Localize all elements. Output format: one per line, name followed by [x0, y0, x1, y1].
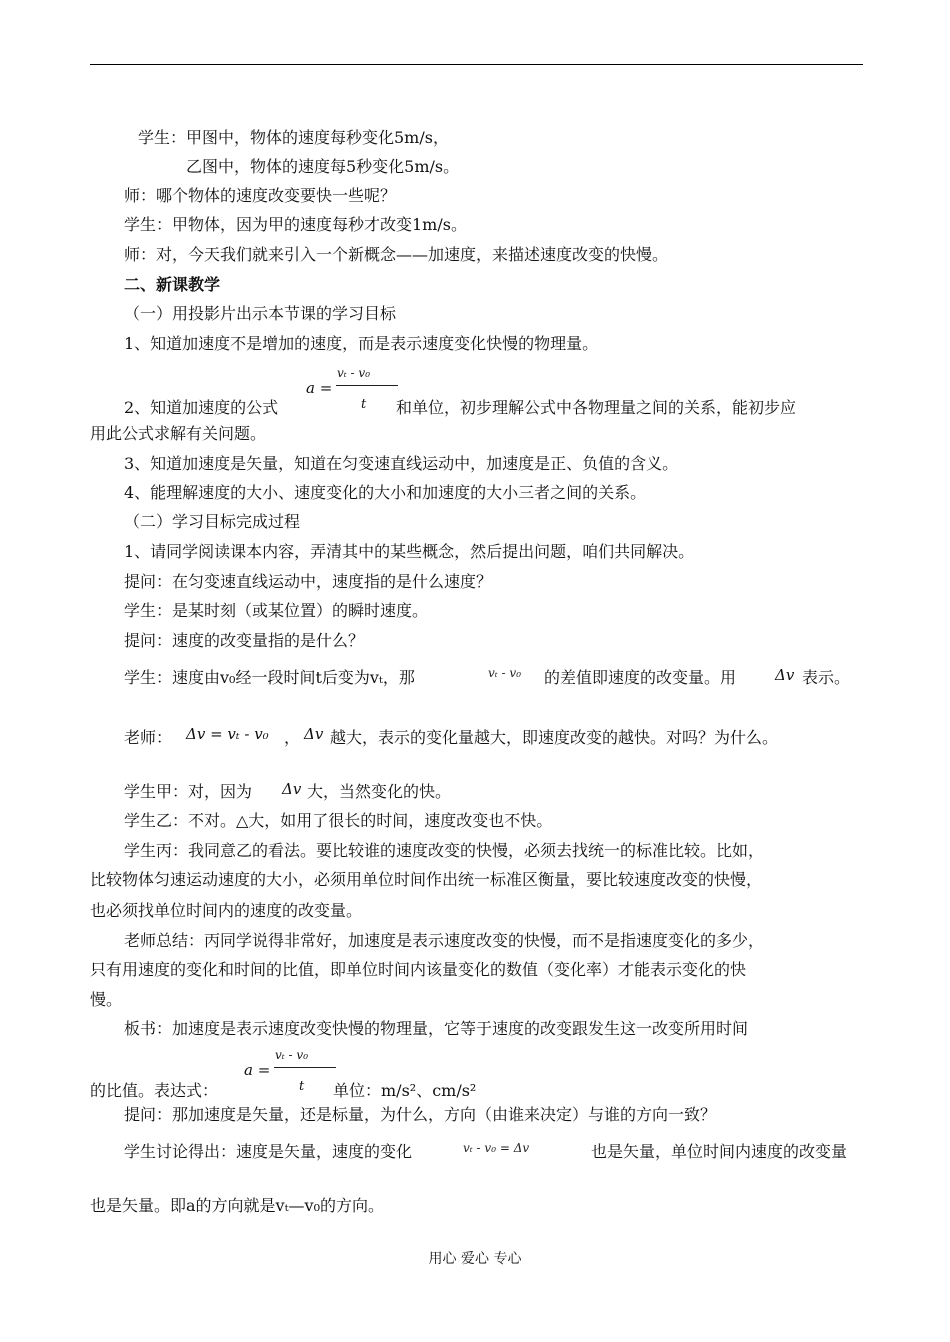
student-jia-end: 大，当然变化的快。	[307, 782, 452, 801]
summary-2: 只有用速度的变化和时间的比值，即单位时间内该量变化的数值（变化率）才能表示变化的快	[90, 960, 747, 979]
summary-1: 老师总结：丙同学说得非常好，加速度是表示速度改变的快慢，而不是指速度变化的多少，	[124, 931, 765, 950]
header-rule	[90, 64, 863, 65]
teacher-3-comma: ，	[284, 728, 301, 747]
summary-3: 慢。	[90, 990, 123, 1009]
board-1: 板书：加速度是表示速度改变快慢的物理量，它等于速度的改变跟发生这一改变所用时间	[124, 1019, 749, 1038]
paragraph-1: 1、请同学阅读课本内容，弄清其中的某些概念，然后提出问题，咱们共同解决。	[124, 542, 695, 561]
goal-4: 4、能理解速度的大小、速度变化的大小和加速度的大小三者之间的关系。	[124, 483, 647, 502]
teacher-3-start: 老师：	[124, 728, 173, 747]
formula-delta-eq: Δv = vₜ - v₀	[186, 725, 269, 743]
question-2: 提问：速度的改变量指的是什么？	[124, 631, 365, 650]
answer-2-start: 学生：速度由v₀经一段时间t后变为vₜ，那	[124, 668, 415, 687]
question-3: 提问：那加速度是矢量，还是标量，为什么，方向（由谁来决定）与谁的方向一致？	[124, 1105, 717, 1124]
student-bing-1: 学生丙：我同意乙的看法。要比较谁的速度改变的快慢，必须去找统一的标准比较。比如，	[124, 841, 765, 860]
discussion-1-end: 也是矢量，单位时间内速度的改变量	[591, 1142, 848, 1161]
formula-acceleration-1: a = vₜ - v₀ t	[306, 366, 406, 416]
subsection-2: （二）学习目标完成过程	[124, 512, 301, 531]
answer-2-mid: 的差值即速度的改变量。用	[544, 668, 737, 687]
student-bing-3: 也必须找单位时间内的速度的改变量。	[90, 901, 363, 920]
question-1: 提问：在匀变速直线运动中，速度指的是什么速度？	[124, 572, 493, 591]
subsection-1: （一）用投影片出示本节课的学习目标	[124, 304, 397, 323]
formula-delta-v-2: Δv	[304, 725, 324, 743]
board-2-start: 的比值。表达式：	[90, 1081, 219, 1100]
student-jia-start: 学生甲：对，因为	[124, 782, 253, 801]
goal-2-cont: 用此公式求解有关问题。	[90, 424, 267, 443]
section-heading: 二、新课教学	[124, 275, 221, 294]
line-teacher-2: 师：对，今天我们就来引入一个新概念——加速度，来描述速度改变的快慢。	[124, 245, 669, 264]
formula-diff-eq: vₜ - v₀ = Δv	[463, 1141, 530, 1155]
goal-3: 3、知道加速度是矢量，知道在匀变速直线运动中，加速度是正、负值的含义。	[124, 454, 679, 473]
goal-2-start: 2、知道加速度的公式	[124, 398, 279, 417]
board-2-units: 单位：m/s²、cm/s²	[333, 1081, 477, 1100]
discussion-2: 也是矢量。即a的方向就是vₜ—v₀的方向。	[90, 1196, 384, 1215]
formula-acceleration-2: a = vₜ - v₀ t	[244, 1048, 344, 1098]
answer-2-end: 表示。	[802, 668, 851, 687]
line-teacher-1: 师：哪个物体的速度改变要快一些呢？	[124, 186, 397, 205]
line-student-1: 学生：甲图中，物体的速度每秒变化5m/s，	[138, 128, 449, 147]
student-bing-2: 比较物体匀速运动速度的大小，必须用单位时间作出统一标准区衡量，要比较速度改变的快慢，	[90, 870, 763, 889]
line-student-2: 乙图中，物体的速度每5秒变化5m/s。	[186, 157, 460, 176]
student-yi: 学生乙：不对。△大，如用了很长的时间，速度改变也不快。	[124, 811, 553, 830]
formula-delta-v-1: Δv	[775, 666, 795, 684]
teacher-3-end: 越大，表示的变化量越大，即速度改变的越快。对吗？为什么。	[330, 728, 779, 747]
goal-1: 1、知道加速度不是增加的速度，而是表示速度变化快慢的物理量。	[124, 334, 599, 353]
goal-2-end: 和单位，初步理解公式中各物理量之间的关系，能初步应	[396, 398, 797, 417]
line-student-3: 学生：甲物体，因为甲的速度每秒才改变1m/s。	[124, 215, 467, 234]
page-footer: 用心 爱心 专心	[428, 1251, 522, 1267]
answer-1: 学生：是某时刻（或某位置）的瞬时速度。	[124, 601, 429, 620]
formula-diff-1: vₜ - v₀	[488, 666, 522, 680]
discussion-1-start: 学生讨论得出：速度是矢量，速度的变化	[124, 1142, 413, 1161]
formula-delta-v-3: Δv	[282, 780, 302, 798]
